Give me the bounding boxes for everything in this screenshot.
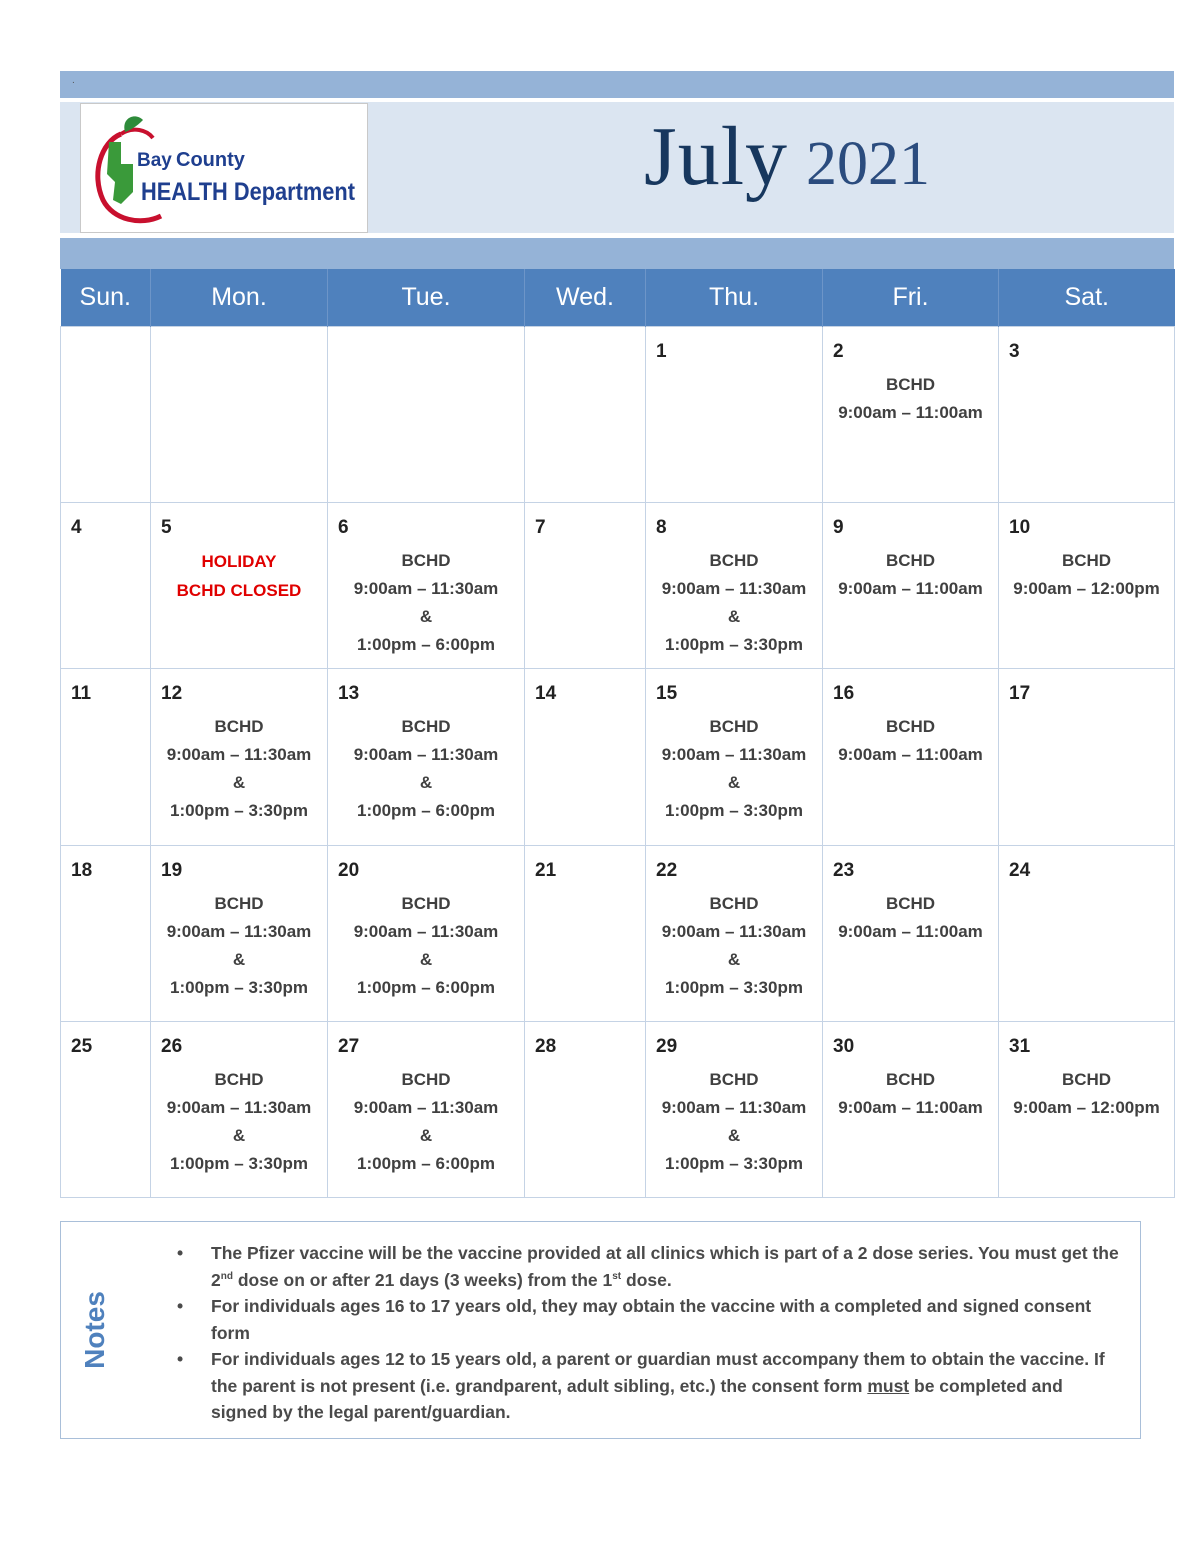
day-cell: [61, 1021, 151, 1197]
svg-text:County: County: [176, 149, 245, 171]
note-text: For individuals ages 16 to 17 years old, they may obtain the vaccine with a completed and signed consent form: [211, 1296, 1092, 1343]
event-line: 9:00am – 11:30am: [353, 578, 499, 598]
clinic-hours: [656, 547, 812, 659]
event-line: &: [727, 606, 741, 626]
clinic-hours: [161, 713, 317, 825]
calendar-grid: [60, 269, 1175, 1198]
day-cell: [999, 1021, 1175, 1197]
day-cell: [999, 326, 1175, 502]
event-line: 9:00am – 11:00am: [838, 1097, 983, 1117]
day-cell: [525, 502, 646, 668]
event-line: 1:00pm – 6:00pm: [357, 634, 495, 654]
event-line: 9:00am – 11:30am: [661, 1097, 807, 1117]
note-emphasis: must: [867, 1375, 910, 1396]
note-text: The Pfizer vaccine will be the vaccine provided at all clinics which is part of a 2 dose series. You must get the 2: [211, 1243, 1119, 1290]
week-row: [61, 1021, 1175, 1197]
day-number: 9: [833, 516, 844, 538]
day-number: [535, 341, 635, 367]
event-line: 1:00pm – 3:30pm: [665, 977, 803, 997]
event-line: BCHD: [401, 1069, 451, 1089]
day-cell: [328, 502, 525, 668]
day-cell: [823, 1021, 999, 1197]
event-line: &: [727, 1125, 741, 1145]
day-number: 13: [338, 682, 360, 704]
day-number: 28: [535, 1035, 557, 1057]
event-line: 1:00pm – 3:30pm: [170, 977, 308, 997]
event-line: 1:00pm – 6:00pm: [357, 800, 495, 820]
day-cell: [823, 668, 999, 845]
note-superscript: nd: [220, 1270, 233, 1282]
event-line: 9:00am – 12:00pm: [1013, 578, 1160, 598]
note-superscript: st: [612, 1270, 622, 1282]
clinic-hours: [833, 1066, 988, 1122]
day-number: 16: [833, 682, 855, 704]
note-item: [177, 1240, 1121, 1293]
event-line: &: [232, 772, 246, 792]
day-number: 23: [833, 859, 855, 881]
event-line: &: [727, 772, 741, 792]
clinic-hours: [338, 713, 514, 825]
weekday-header: Wed.: [525, 269, 646, 326]
note-text: dose.: [621, 1269, 672, 1290]
event-line: 9:00am – 11:00am: [838, 578, 983, 598]
day-number: 27: [338, 1035, 360, 1057]
event-line: 1:00pm – 3:30pm: [665, 1153, 803, 1173]
sub-accent-bar: [60, 238, 1174, 269]
week-row: [61, 326, 1175, 502]
empty-day-cell: [61, 326, 151, 502]
day-cell: [823, 326, 999, 502]
notes-box: [60, 1221, 1141, 1439]
day-cell: [61, 502, 151, 668]
day-number: 24: [1009, 859, 1031, 881]
day-cell: [61, 668, 151, 845]
day-number: [161, 341, 317, 367]
clinic-hours: [1009, 1066, 1164, 1122]
event-line: 9:00am – 11:30am: [661, 578, 807, 598]
weekday-header: Thu.: [646, 269, 823, 326]
day-number: 7: [535, 516, 546, 538]
event-line: BCHD: [709, 1069, 759, 1089]
day-cell: [823, 845, 999, 1021]
event-line: BCHD: [1061, 550, 1112, 570]
event-line: 9:00am – 12:00pm: [1013, 1097, 1160, 1117]
day-cell: [61, 845, 151, 1021]
day-cell: [646, 1021, 823, 1197]
day-number: 10: [1009, 516, 1031, 538]
bullet-icon: •: [177, 1296, 184, 1316]
note-item: [177, 1293, 1121, 1346]
clinic-hours: [656, 1066, 812, 1178]
day-cell: [999, 845, 1175, 1021]
clinic-hours: [833, 713, 988, 769]
day-number: 12: [161, 682, 183, 704]
clinic-hours: [338, 890, 514, 1002]
clinic-hours: [833, 371, 988, 427]
event-line: &: [419, 949, 433, 969]
note-item: [177, 1346, 1121, 1426]
day-cell: [525, 845, 646, 1021]
week-row: [61, 845, 1175, 1021]
note-text: For individuals ages 12 to 15 years old, a parent or guardian must accompany them to obtain the vaccine. If the parent is not present (i.e. grandparent, adult sibling, etc.) the consent form: [211, 1349, 1105, 1396]
top-accent-bar: [60, 71, 1174, 98]
empty-day-cell: [151, 326, 328, 502]
event-line: BCHD: [885, 1069, 936, 1089]
event-line: &: [419, 772, 433, 792]
day-cell: [151, 845, 328, 1021]
day-number: 29: [656, 1035, 678, 1057]
note-text: dose on or after 21 days (3 weeks) from the 1: [232, 1269, 613, 1290]
clinic-hours: [338, 1066, 514, 1178]
svg-text:Bay: Bay: [137, 150, 172, 171]
weekday-header-row: [61, 269, 1175, 326]
svg-text:HEALTH Department: HEALTH Department: [141, 178, 356, 206]
empty-day-cell: [525, 326, 646, 502]
day-number: 5: [161, 516, 172, 538]
day-number: 14: [535, 682, 557, 704]
clinic-hours: [656, 890, 812, 1002]
event-line: BCHD: [401, 716, 451, 736]
day-cell: [525, 668, 646, 845]
day-number: 11: [71, 682, 92, 704]
event-line: 1:00pm – 3:30pm: [170, 1153, 308, 1173]
weekday-header: Sun.: [61, 269, 151, 326]
day-number: [338, 341, 514, 367]
event-line: BCHD: [885, 716, 936, 736]
week-row: [61, 668, 1175, 845]
event-line: 1:00pm – 3:30pm: [665, 634, 803, 654]
day-cell: [646, 502, 823, 668]
day-cell: [328, 845, 525, 1021]
day-cell: [823, 502, 999, 668]
day-cell: [151, 1021, 328, 1197]
holiday-notice: [161, 547, 317, 605]
notes-label: Notes: [79, 1291, 110, 1369]
year: 2021: [806, 130, 931, 198]
clinic-hours: [1009, 547, 1164, 603]
day-number: 18: [71, 859, 93, 881]
day-number: 4: [71, 516, 82, 538]
day-number: 21: [535, 859, 557, 881]
clinic-hours: [656, 713, 812, 825]
day-cell: [999, 502, 1175, 668]
weekday-header: Mon.: [151, 269, 328, 326]
week-row: [61, 502, 1175, 668]
clinic-hours: [833, 890, 988, 946]
event-line: 1:00pm – 3:30pm: [170, 800, 308, 820]
month-name: July: [644, 110, 789, 203]
note-text: be completed and signed by the legal parent/guardian.: [211, 1375, 1063, 1422]
event-line: 9:00am – 11:30am: [353, 921, 499, 941]
event-line: 9:00am – 11:00am: [838, 921, 983, 941]
event-line: BCHD: [214, 1069, 264, 1089]
day-cell: [151, 502, 328, 668]
day-number: 19: [161, 859, 183, 881]
clinic-hours: [338, 547, 514, 659]
clinic-hours: [833, 547, 988, 603]
event-line: &: [232, 1125, 246, 1145]
weekday-header: Tue.: [328, 269, 525, 326]
event-line: 1:00pm – 6:00pm: [357, 977, 495, 997]
event-line: BCHD: [401, 893, 451, 913]
event-line: 9:00am – 11:30am: [353, 1097, 499, 1117]
apple-map-logo-icon: [81, 104, 369, 234]
event-line: HOLIDAY: [201, 551, 277, 571]
event-line: BCHD: [885, 550, 936, 570]
event-line: BCHD: [401, 550, 451, 570]
event-line: 9:00am – 11:00am: [838, 402, 983, 422]
event-line: 9:00am – 11:30am: [353, 744, 499, 764]
event-line: BCHD: [214, 716, 264, 736]
day-number: 31: [1009, 1035, 1031, 1057]
event-line: BCHD: [709, 550, 759, 570]
day-cell: [646, 845, 823, 1021]
day-number: 30: [833, 1035, 855, 1057]
event-line: 9:00am – 11:30am: [661, 744, 807, 764]
day-number: 22: [656, 859, 678, 881]
day-cell: [328, 1021, 525, 1197]
event-line: 1:00pm – 6:00pm: [357, 1153, 495, 1173]
day-number: 2: [833, 340, 844, 362]
event-line: 9:00am – 11:30am: [166, 921, 312, 941]
day-cell: [999, 668, 1175, 845]
event-line: BCHD: [709, 893, 759, 913]
event-line: &: [727, 949, 741, 969]
event-line: 1:00pm – 3:30pm: [665, 800, 803, 820]
bullet-icon: •: [177, 1243, 184, 1263]
day-number: 25: [71, 1035, 93, 1057]
day-cell: [151, 668, 328, 845]
day-cell: [525, 1021, 646, 1197]
day-number: 15: [656, 682, 678, 704]
day-number: 1: [656, 340, 667, 362]
clinic-hours: [161, 890, 317, 1002]
day-number: 3: [1009, 340, 1020, 362]
weekday-header: Fri.: [823, 269, 999, 326]
day-cell: [328, 668, 525, 845]
event-line: BCHD: [1061, 1069, 1112, 1089]
event-line: 9:00am – 11:30am: [166, 1097, 312, 1117]
event-line: &: [419, 1125, 433, 1145]
event-line: &: [232, 949, 246, 969]
month-title: [644, 108, 930, 205]
top-bar-dot: .: [72, 75, 75, 86]
bay-county-health-logo: [80, 103, 368, 233]
event-line: BCHD: [214, 893, 264, 913]
bullet-icon: •: [177, 1349, 184, 1369]
day-number: 26: [161, 1035, 183, 1057]
event-line: BCHD CLOSED: [176, 580, 302, 600]
event-line: BCHD: [885, 374, 936, 394]
day-number: [71, 341, 140, 367]
event-line: 9:00am – 11:30am: [661, 921, 807, 941]
event-line: BCHD: [709, 716, 759, 736]
event-line: 9:00am – 11:30am: [166, 744, 312, 764]
clinic-hours: [161, 1066, 317, 1178]
day-number: 6: [338, 516, 349, 538]
day-cell: [646, 326, 823, 502]
weekday-header: Sat.: [999, 269, 1175, 326]
day-number: 17: [1009, 682, 1031, 704]
day-cell: [646, 668, 823, 845]
day-number: 20: [338, 859, 360, 881]
notes-list: [177, 1240, 1121, 1426]
event-line: BCHD: [885, 893, 936, 913]
event-line: 9:00am – 11:00am: [838, 744, 983, 764]
day-number: 8: [656, 516, 667, 538]
empty-day-cell: [328, 326, 525, 502]
event-line: &: [419, 606, 433, 626]
